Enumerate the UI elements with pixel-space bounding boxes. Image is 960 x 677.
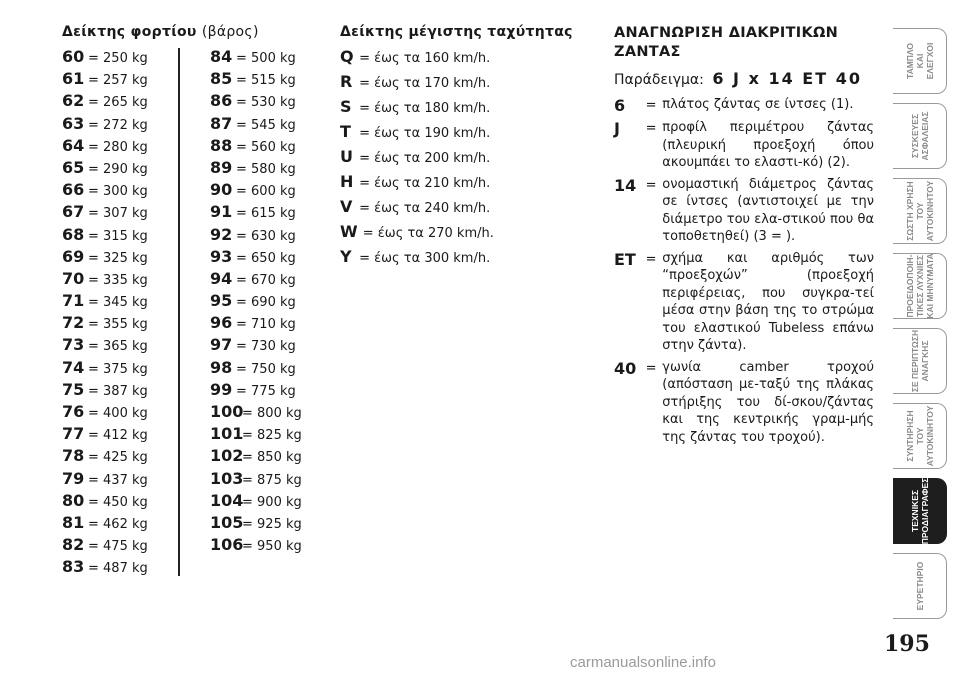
speed-value: = έως τα 210 km/h. [359,176,491,191]
load-value: = 950 kg [242,539,302,555]
load-index-row [210,290,302,312]
load-code: 74 [62,357,85,377]
load-index-row [210,401,302,423]
load-index-row [62,179,148,201]
load-code: 82 [62,535,85,555]
load-index-row [210,512,302,534]
speed-index-row [340,69,573,94]
load-code: 104 [210,490,244,510]
load-value: = 560 kg [236,139,296,155]
load-index-row [62,468,148,490]
speed-index-row [340,169,573,194]
load-value: = 530 kg [236,95,296,111]
speed-index-row [340,144,573,169]
load-code: 96 [210,313,233,333]
load-value: = 750 kg [236,361,296,377]
load-index-list-right [210,46,302,556]
load-value: = 500 kg [236,51,296,66]
load-value: = 412 kg [88,428,148,444]
load-value: = 280 kg [88,139,148,155]
speed-code: S [340,97,352,116]
load-index-row [210,90,302,112]
tyre-id-list [614,96,874,446]
tyre-id-description: προφίλ περιμέτρου ζάντας (πλευρική προεξοχή όπου ακουμπάει το ελαστι-κό) (2). [662,120,875,170]
load-code: 71 [62,291,85,311]
speed-index-row [340,94,573,119]
load-code: 70 [62,268,85,288]
load-value: = 375 kg [88,361,148,377]
load-value: = 615 kg [236,206,296,222]
example-code: 6 J x 14 ET 40 [712,69,862,88]
load-index-row [62,357,148,379]
load-code: 95 [210,291,233,311]
load-value: = 400 kg [88,406,148,421]
load-value: = 475 kg [88,539,148,555]
load-index-list-left [62,46,148,579]
load-value: = 925 kg [242,516,302,532]
speed-value: = έως τα 240 km/h. [359,201,491,216]
load-index-row [210,179,302,201]
load-value: = 900 kg [242,494,302,510]
load-index-row [210,113,302,135]
section-tab[interactable] [893,403,947,469]
load-index-row [62,445,148,467]
load-value: = 355 kg [88,317,148,333]
load-value: = 730 kg [236,339,296,355]
load-value: = 580 kg [236,161,296,177]
load-value: = 325 kg [88,250,148,266]
speed-index-row [340,194,573,219]
section-tab[interactable] [893,478,947,544]
load-index-row [62,90,148,112]
load-code: 87 [210,113,233,133]
load-code: 76 [62,402,85,421]
tyre-id-code: 6 [614,96,626,115]
speed-value: = έως τα 190 km/h. [359,126,491,141]
load-index-row [210,46,302,68]
load-index-row [210,357,302,379]
load-index-row [62,334,148,356]
load-value: = 650 kg [236,250,296,266]
load-index-row [62,246,148,268]
speed-index-row [340,44,573,69]
tyre-id-description: σχήμα και αριθμός των “προεξοχών” (προεξοχή περιφέρειας, που συγκρα-τεί μέσα στην βάση της το στρώμα του ελαστικού Tubeless επάνω στην ζάντα). [662,250,875,353]
tyre-id-equals: = [645,251,657,267]
speed-value: = έως τα 270 km/h. [362,226,494,241]
load-index-row [62,201,148,223]
load-index-row [62,113,148,135]
load-value: = 437 kg [88,472,148,488]
tyre-id-code: J [614,119,620,138]
tyre-id-description: ονομαστική διάμετρος ζάντας σε ίντσες (αντιστοιχεί με την διάμετρο του ελα-στικού που θα τοποθετηθεί) (3 = ). [662,176,875,244]
load-index-row [210,423,302,445]
load-code: 98 [210,357,233,377]
load-index-row [210,468,302,490]
load-index-row [210,268,302,290]
section-tab[interactable] [893,103,947,169]
load-code: 103 [210,468,244,488]
load-value: = 545 kg [236,117,296,133]
load-code: 81 [62,512,85,532]
load-index-title-paren: (βάρος) [201,24,259,40]
load-code: 78 [62,446,85,466]
speed-code: V [340,197,353,216]
load-code: 90 [210,180,233,200]
load-code: 102 [210,446,244,466]
load-code: 92 [210,224,233,244]
load-code: 106 [210,535,244,555]
load-index-row [62,268,148,290]
tyre-id-description: γωνία camber τροχού (απόσταση με-ταξύ της πλάκας στήριξης του δί-σκου/ζάντας και της κεντρικής γραμ-μής της ζάντας του τροχού). [662,359,875,445]
tyre-id-equals: = [645,177,657,193]
load-value: = 335 kg [88,272,148,288]
load-index-row [62,68,148,90]
speed-index-list [340,44,573,269]
load-value: = 630 kg [236,228,296,244]
section-tab-label: ΤΕΧΝΙΚΕΣ ΠΡΟΔΙΑΓΡΑΦΕΣ [909,477,930,545]
load-code: 65 [62,157,85,177]
load-index-row [62,290,148,312]
load-code: 72 [62,313,85,333]
load-code: 79 [62,468,85,488]
section-tab-label: ΤΑΜΠΛΟ ΚΑΙ ΕΛΕΓΧΟΙ [904,42,935,80]
load-value: = 775 kg [236,383,296,399]
load-index-row [62,490,148,512]
load-index-row [62,512,148,534]
section-tab-label: ΕΥΡΕΤΗΡΙΟ [914,561,925,611]
load-index-row [62,46,148,68]
speed-code: Q [340,47,354,66]
speed-code: Y [340,247,352,266]
load-code: 88 [210,135,233,155]
load-code: 101 [210,424,244,444]
speed-value: = έως τα 200 km/h. [359,151,491,166]
load-index-row [62,423,148,445]
load-index-heading [62,24,259,44]
load-value: = 387 kg [88,383,148,399]
load-index-row [210,334,302,356]
load-code: 61 [62,69,85,89]
load-code: 73 [62,335,85,355]
tyre-id-equals: = [645,98,657,113]
section-tab-label: ΣΥΝΤΗΡΗΣΗ ΤΟΥ ΑΥΤΟΚΙΝΗΤΟΥ [904,405,935,467]
section-tab[interactable] [893,178,947,244]
tyre-id-item [614,176,874,246]
load-code: 85 [210,69,233,89]
tyre-id-section [614,24,874,446]
load-code: 100 [210,402,244,421]
section-tab[interactable] [893,553,947,619]
speed-index-row [340,244,573,269]
load-code: 60 [62,47,85,66]
load-value: = 250 kg [88,51,148,66]
load-index-row [210,157,302,179]
load-code: 86 [210,91,233,111]
load-value: = 850 kg [242,450,302,466]
example-label: Παράδειγμα: [614,72,704,88]
load-value: = 800 kg [242,406,302,421]
column-divider [178,48,180,576]
load-value: = 272 kg [88,117,148,133]
load-value: = 300 kg [88,184,148,200]
load-code: 64 [62,135,85,155]
load-code: 93 [210,246,233,266]
speed-index-row [340,119,573,144]
load-code: 80 [62,490,85,510]
load-value: = 365 kg [88,339,148,355]
speed-code: U [340,147,353,166]
load-index-row [210,201,302,223]
speed-value: = έως τα 180 km/h. [359,101,491,116]
section-tab[interactable] [893,328,947,394]
speed-code: R [340,72,353,91]
load-index-row [62,556,148,578]
load-value: = 875 kg [242,472,302,488]
load-index-title: Δείκτης φορτίου [62,24,197,40]
load-value: = 450 kg [88,494,148,510]
load-value: = 600 kg [236,184,296,200]
speed-code: T [340,122,351,141]
load-index-row [210,135,302,157]
tyre-id-title: ΑΝΑΓΝΩΡΙΣΗ ΔΙΑΚΡΙΤΙΚΩΝ ΖΑΝΤΑΣ [614,25,839,60]
load-index-row [210,68,302,90]
section-tab-label: ΣΥΣΚΕΥΕΣ ΑΣΦΑΛΕΙΑΣ [909,111,930,161]
load-code: 91 [210,202,233,222]
load-index-row [62,224,148,246]
load-value: = 345 kg [88,295,148,311]
load-index-row [62,157,148,179]
speed-code: W [340,222,358,241]
tyre-id-item [614,119,874,172]
load-index-row [62,379,148,401]
load-code: 69 [62,246,85,266]
speed-value: = έως τα 170 km/h. [359,76,491,91]
load-index-row [210,246,302,268]
tyre-id-code: 14 [614,175,637,195]
load-code: 84 [210,47,233,66]
section-tab-label: ΠΡΟΕΙΔΟΠΟΙΗ- ΤΙΚΕΣ ΛΥΧΝΙΕΣ ΚΑΙ ΜΗΝΥΜΑΤΑ [904,253,935,319]
load-code: 68 [62,224,85,244]
load-index-row [62,312,148,334]
load-index-row [210,379,302,401]
load-value: = 265 kg [88,95,148,111]
load-code: 67 [62,202,85,222]
speed-index-row [340,219,573,244]
section-tab[interactable] [893,28,947,94]
load-value: = 487 kg [88,561,148,577]
speed-value: = έως τα 300 km/h. [359,251,491,266]
load-index-row [62,401,148,423]
speed-index-section [340,24,573,269]
speed-code: H [340,172,354,191]
load-index-row [62,135,148,157]
load-index-row [210,534,302,556]
load-value: = 257 kg [88,73,148,89]
load-code: 99 [210,379,233,399]
load-value: = 290 kg [88,161,148,177]
tyre-id-equals: = [645,360,657,376]
load-code: 94 [210,268,233,288]
load-code: 75 [62,379,85,399]
section-tab[interactable] [893,253,947,319]
load-value: = 515 kg [236,73,296,89]
load-value: = 315 kg [88,228,148,244]
load-index-row [62,534,148,556]
speed-index-title: Δείκτης μέγιστης ταχύτητας [340,24,573,40]
tyre-id-code: 40 [614,358,637,378]
load-index-row [210,445,302,467]
load-code: 105 [210,512,244,532]
section-tab-label: ΣΕ ΠΕΡΙΠΤΩΣΗ ΑΝΑΓΚΗΣ [909,329,930,393]
load-value: = 462 kg [88,516,148,532]
section-tab-label: ΣΩΣΤΗ ΧΡΗΣΗ ΤΟΥ ΑΥΤΟΚΙΝΗΤΟΥ [904,180,935,242]
load-index-row [210,490,302,512]
tyre-id-equals: = [645,121,657,136]
tyre-id-code: ET [614,249,636,269]
load-value: = 425 kg [88,450,148,466]
tyre-id-item [614,96,874,115]
load-value: = 825 kg [242,428,302,444]
watermark: carmanualsonline.info [570,654,716,671]
load-code: 66 [62,180,85,200]
tyre-id-example [614,67,874,92]
load-code: 97 [210,335,233,355]
load-value: = 710 kg [236,317,296,333]
section-tabs [893,28,947,628]
load-value: = 690 kg [236,295,296,311]
tyre-id-description: πλάτος ζάντας σε ίντσες (1). [662,97,854,112]
tyre-id-item [614,359,874,447]
load-value: = 307 kg [88,206,148,222]
load-code: 89 [210,157,233,177]
load-index-row [210,224,302,246]
load-code: 62 [62,91,85,111]
page-number: 195 [884,631,930,657]
speed-value: = έως τα 160 km/h. [359,51,491,66]
load-code: 77 [62,424,85,444]
load-value: = 670 kg [236,272,296,288]
tyre-id-item [614,250,874,355]
load-code: 63 [62,113,85,133]
load-code: 83 [62,557,85,577]
load-index-row [210,312,302,334]
